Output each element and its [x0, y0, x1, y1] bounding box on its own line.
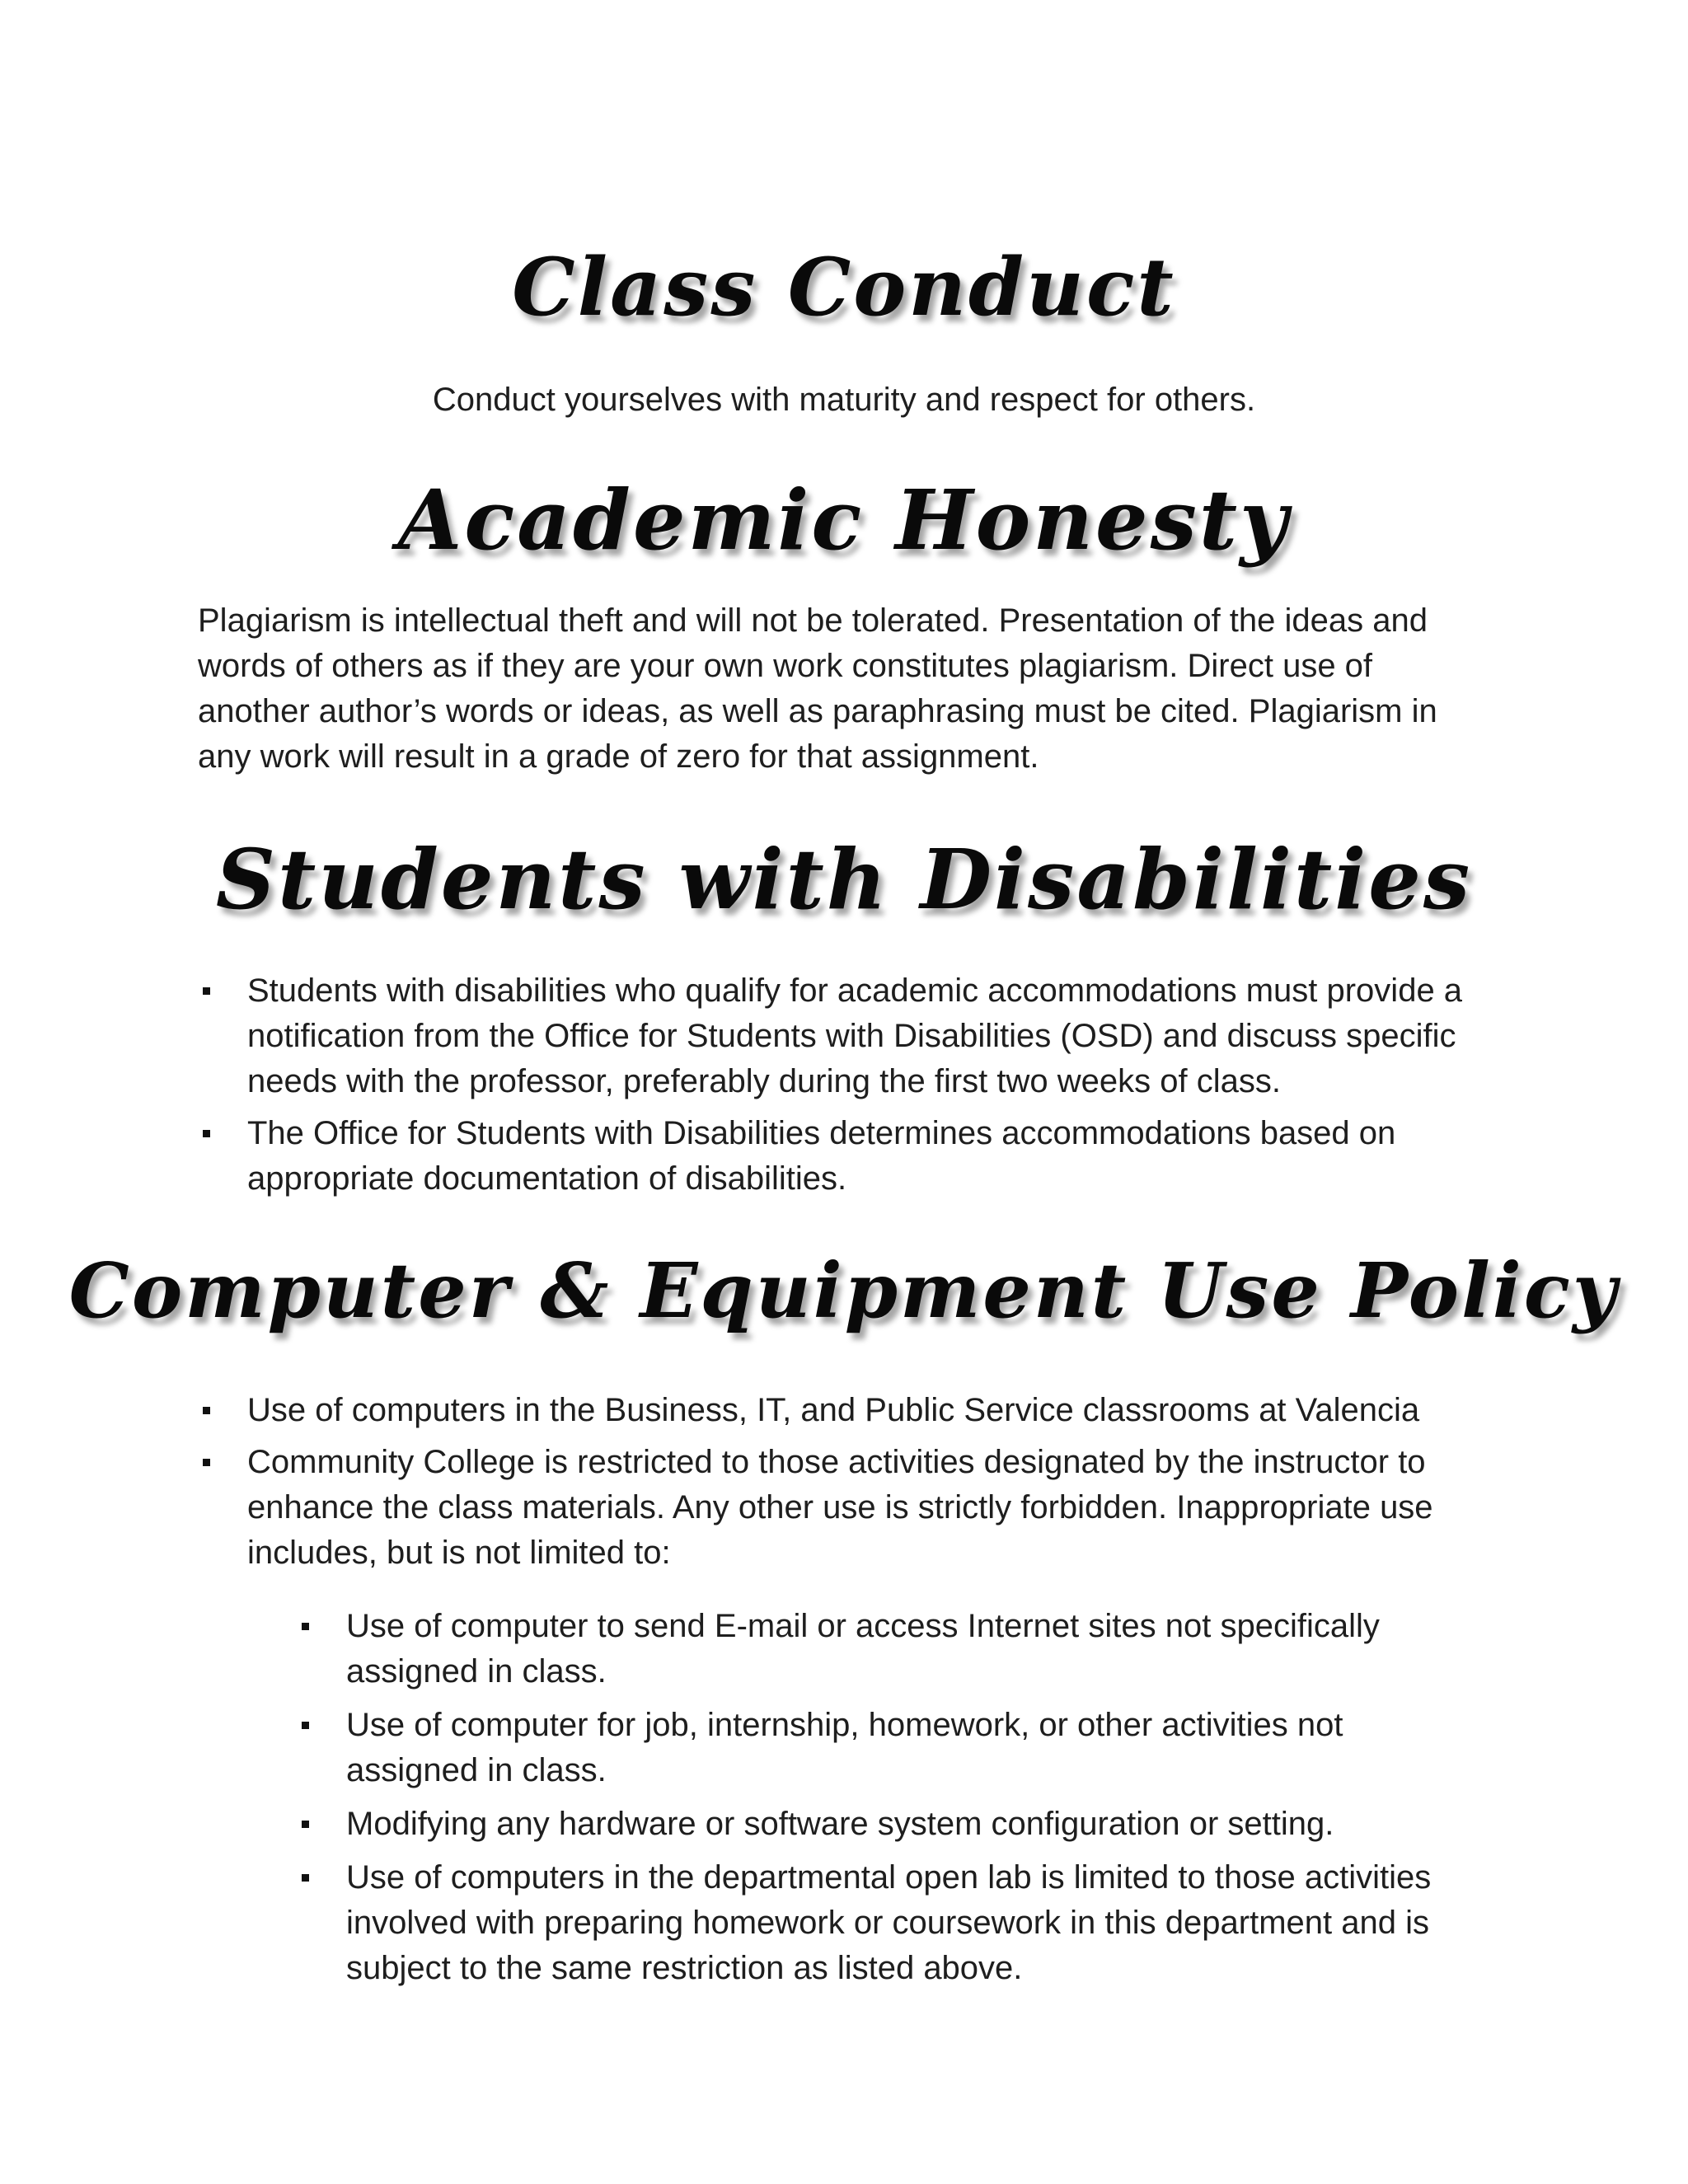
bullet-icon	[302, 1722, 309, 1729]
list-item	[247, 968, 1484, 1104]
list-item-text: Use of computers in the Business, IT, and Public Service classrooms at Valencia	[247, 1392, 1420, 1428]
academic-honesty-text: Plagiarism is intellectual theft and will not be tolerated. Presentation of the ideas and words of others as if they are your own work constitutes plagiarism. Direct use of another author’s words or ideas, as well as paraphrasing must be cited. Plagiarism in any work will result in a grade of zero for that assignment.	[198, 602, 1437, 775]
list-item-text: Students with disabilities who qualify for academic accommodations must provide a notification from the Office for Students with Disabilities (OSD) and discuss specific needs with the professor, preferably during the first two weeks of class.	[247, 972, 1463, 1099]
list-item-text: The Office for Students with Disabilities determines accommodations based on appropriate documentation of disabilities.	[247, 1115, 1396, 1197]
sub-list-item	[346, 1802, 1467, 1847]
sub-list-item-text: Use of computer for job, internship, homework, or other activities not assigned in class.	[346, 1707, 1343, 1788]
computer-policy-sublist	[346, 1604, 1467, 1991]
bullet-icon	[302, 1821, 309, 1828]
bullet-icon	[203, 1130, 210, 1137]
sub-list-item-text: Use of computers in the departmental open lab is limited to those activities involved with preparing homework or coursework in this department and is subject to the same restriction as listed above.	[346, 1859, 1432, 1986]
computer-policy-heading: Computer & Equipment Use Policy	[68, 1246, 1620, 1335]
bullet-icon	[203, 1407, 210, 1414]
sub-list-item	[346, 1604, 1467, 1694]
academic-honesty-heading: Academic Honesty	[397, 471, 1291, 569]
list-item	[247, 1111, 1484, 1202]
bullet-icon	[203, 1459, 210, 1466]
computer-policy-list	[247, 1388, 1484, 1576]
list-item-text: Community College is restricted to those activities designated by the instructor to enhance the class materials. Any other use is strictly forbidden. Inappropriate use includes, but is not limited to:	[247, 1444, 1433, 1571]
class-conduct-heading: Class Conduct	[512, 241, 1176, 334]
sub-list-item	[346, 1855, 1467, 1991]
sub-list-item-text: Use of computer to send E-mail or access Internet sites not specifically assigned in class.	[346, 1608, 1380, 1690]
list-item	[247, 1440, 1484, 1576]
sub-list-item-text: Modifying any hardware or software system configuration or setting.	[346, 1806, 1334, 1842]
list-item	[247, 1388, 1484, 1433]
bullet-icon	[302, 1623, 309, 1630]
disabilities-list	[247, 968, 1484, 1202]
bullet-icon	[302, 1874, 309, 1882]
students-disabilities-heading: Students with Disabilities	[215, 831, 1473, 928]
bullet-icon	[203, 987, 210, 995]
class-conduct-text: Conduct yourselves with maturity and respect for others.	[432, 382, 1256, 418]
sub-list-item	[346, 1703, 1467, 1793]
